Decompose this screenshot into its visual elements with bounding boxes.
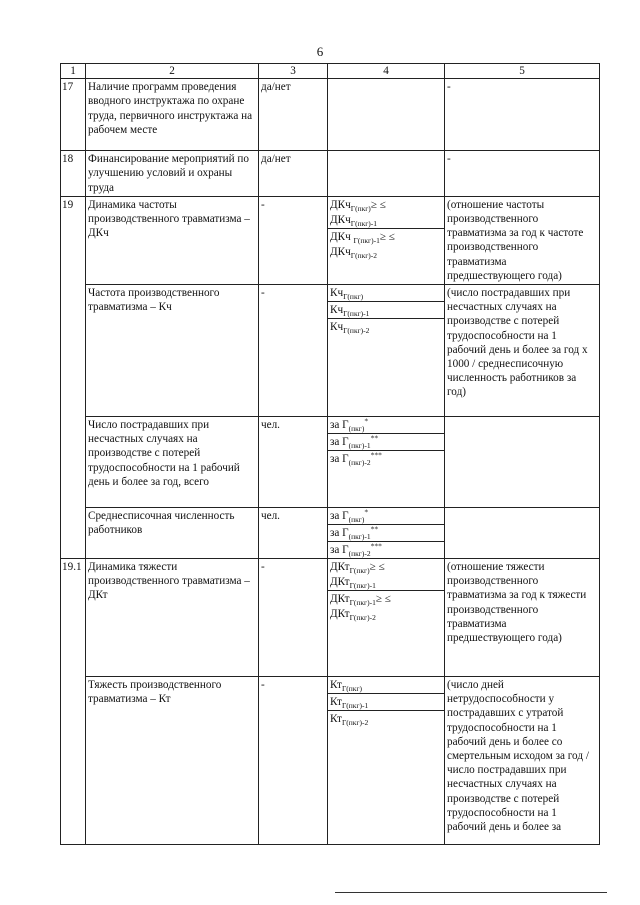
formula-line: $Кт_{Г(пкг)}$: [328, 677, 444, 694]
row-number: 18: [61, 151, 86, 197]
indicator-name: Число пострадавших при несчастных случаях на производстве с потерей трудоспособности на 1 рабочий день и более за год, всего: [86, 417, 259, 508]
indicator-note: (отношение частоты производственного травматизма за год к частоте производственного травматизма предшествующего года): [445, 196, 600, 284]
row-number: 17: [61, 79, 86, 151]
indicator-name: Динамика тяжести производственного травматизма – ДКт: [86, 559, 259, 677]
page-number: 6: [316, 44, 324, 59]
formula-line: $Кч_{Г(пкг)-2}$: [330, 321, 370, 336]
formula-line: $Кч_{Г(пкг)-1}$: [328, 302, 444, 319]
table-row-17: [61, 79, 600, 151]
formula-line: $Кт_{Г(пкг)-1}$: [328, 694, 444, 711]
formula-line: ДКт$_{Г(пкг)-1}$: [328, 574, 444, 591]
indicator-formula: [328, 196, 445, 284]
indicator-unit: -: [259, 559, 328, 677]
indicator-unit: -: [259, 196, 328, 284]
formula-line: за $Г_{(пкг)}^*$: [328, 508, 444, 525]
indicator-name: Динамика частоты производственного травматизма – ДКч: [86, 196, 259, 284]
indicator-name: Финансирование мероприятий по улучшению условий и охраны труда: [86, 151, 259, 197]
indicator-formula: [328, 79, 445, 151]
formula-line: $Кч_{Г(пкг)}$: [328, 285, 444, 302]
indicator-unit: да/нет: [259, 79, 328, 151]
formula-line: за $Г_{(пкг)}^*$: [328, 417, 444, 434]
indicator-formula: [328, 508, 445, 559]
table-row-19-victims: [61, 417, 600, 508]
table-row-19-frequency: [61, 285, 600, 417]
indicator-unit: чел.: [259, 417, 328, 508]
formula-line: ДКч$_{Г(пкг)-2}$: [330, 245, 378, 261]
formula-line: за $Г_{(пкг)-1}^{**}$: [328, 525, 444, 542]
formula-line: за $Г_{(пкг)-2}^{***}$: [330, 541, 382, 559]
formula-line: ДКт$_{Г(пкг)}$≥ ≤: [330, 561, 385, 576]
indicator-note: (отношение тяжести производственного травматизма за год к тяжести производственного травматизма предшествующего года): [445, 559, 600, 677]
indicator-formula: [328, 285, 445, 417]
bottom-rule: [335, 892, 607, 893]
header-col-3: 3: [259, 64, 328, 79]
indicator-name: Среднесписочная численность работников: [86, 508, 259, 559]
indicator-unit: -: [259, 677, 328, 845]
indicators-table: [60, 63, 600, 845]
formula-line: ДКч$_{Г(пкг)}$≥ ≤: [330, 198, 386, 214]
row-number: 19.1: [61, 559, 86, 845]
header-row: [61, 64, 600, 79]
formula-line: ДКч $_{Г(пкг)-1}$≥ ≤: [330, 230, 395, 246]
indicator-unit: чел.: [259, 508, 328, 559]
indicator-name: Наличие программ проведения вводного инструктажа по охране труда, первичного инструктажа на рабочем месте: [86, 79, 259, 151]
indicator-note: [445, 417, 600, 508]
formula-line: ДКч$_{Г(пкг)-1}$: [328, 212, 444, 229]
formula-line: за $Г_{(пкг)-1}^{**}$: [328, 434, 444, 451]
header-col-5: 5: [445, 64, 600, 79]
table-row-19: [61, 196, 600, 284]
indicator-formula: [328, 151, 445, 197]
indicator-note: [445, 508, 600, 559]
indicator-note: -: [445, 151, 600, 197]
header-col-4: 4: [328, 64, 445, 79]
formula-line: $Кт_{Г(пкг)-2}$: [330, 713, 369, 728]
formula-line: ДКт$_{Г(пкг)-1}$≥ ≤: [330, 593, 391, 608]
table-row-18: [61, 151, 600, 197]
header-col-2: 2: [86, 64, 259, 79]
table-row-19-headcount: [61, 508, 600, 559]
formula-line: ДКт$_{Г(пкг)-2}$: [330, 608, 376, 623]
indicator-note: (число дней нетрудоспособности у пострадавших с утратой трудоспособности на 1 рабочий день и более со смертельным исходом за год / число пострадавших при несчастных случаях на производстве с потерей трудоспособности на 1 рабочий день и более за: [445, 677, 600, 845]
indicator-unit: да/нет: [259, 151, 328, 197]
indicator-note: -: [445, 79, 600, 151]
indicator-formula: [328, 677, 445, 845]
indicator-formula: [328, 559, 445, 677]
header-col-1: 1: [61, 64, 86, 79]
indicator-formula: [328, 417, 445, 508]
formula-line: за $Г_{(пкг)-2}^{***}$: [330, 450, 382, 468]
indicator-unit: -: [259, 285, 328, 417]
indicator-note: (число пострадавших при несчастных случаях на производстве с потерей трудоспособности на 1 рабочий день и более за год х 1000 / среднесписочную численность работников за год): [445, 285, 600, 417]
indicator-name: Частота производственного травматизма – Кч: [86, 285, 259, 417]
table-row-19-1: [61, 559, 600, 677]
table-row-19-1-severity: [61, 677, 600, 845]
indicator-name: Тяжесть производственного травматизма – Кт: [86, 677, 259, 845]
row-number: 19: [61, 196, 86, 558]
